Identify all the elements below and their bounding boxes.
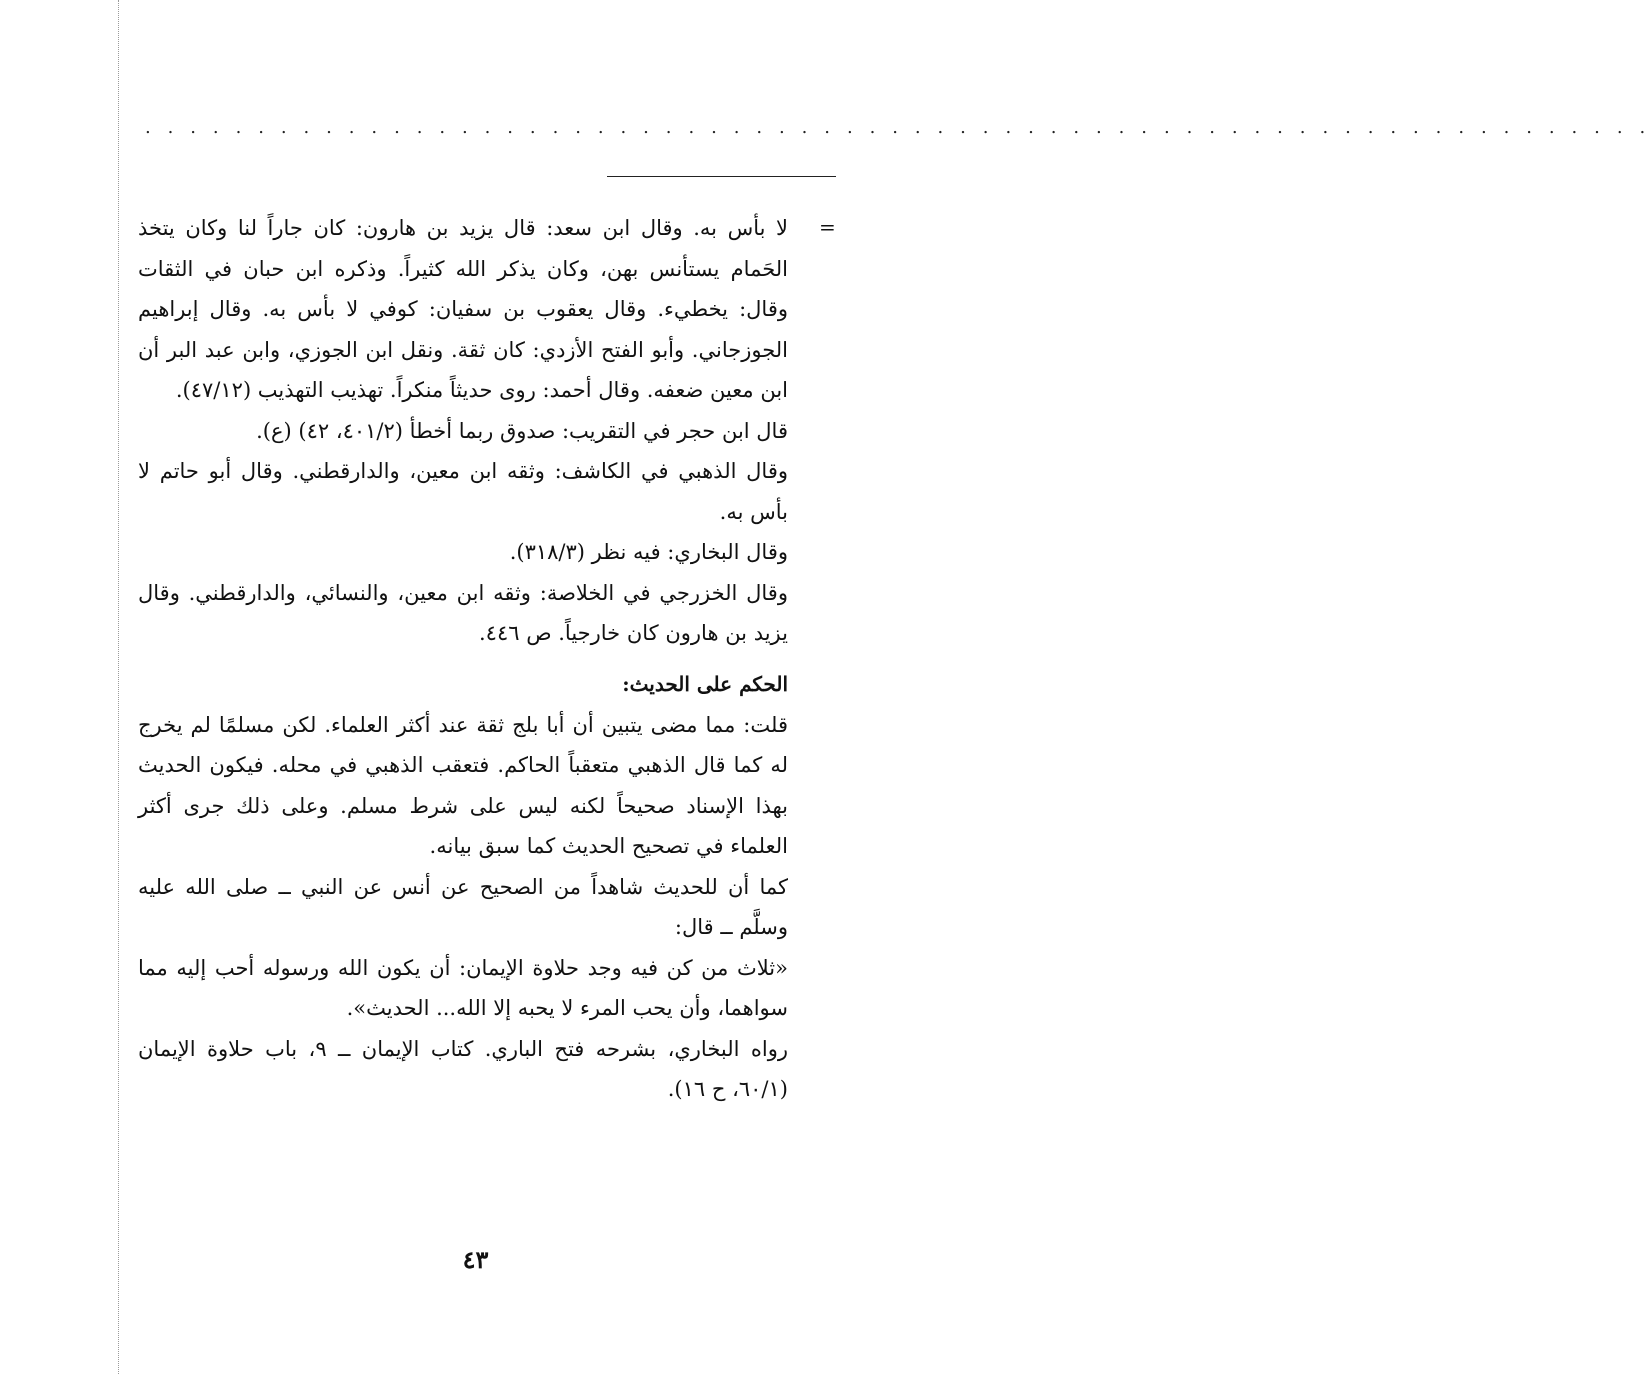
dot-leader: . . . . . . . . . . . . . . . . . . . . . . . . . . . . . . . . . . . . . . . . . . . . . . . . . . . . . . . . . . . . . . . . . . . <box>145 117 1651 138</box>
body-paragraph: كما أن للحديث شاهداً من الصحيح عن أنس عن النبي ــ صلى الله عليه وسلَّم ــ قال: <box>138 874 788 939</box>
body-paragraph: قلت: مما مضى يتبين أن أبا بلج ثقة عند أكثر العلماء. لكن مسلمًا لم يخرج له كما قال الذهبي متعقباً الحاكم. فتعقب الذهبي في محله. فيكون الحديث بهذا الإسناد صحيحاً لكنه ليس على شرط مسلم. وعلى ذلك جرى أكثر العلماء في تصحيح الحديث كما سبق بيانه. <box>138 712 788 858</box>
footnote-paragraph: وقال البخاري: فيه نظر (٣١٨/٣). <box>509 540 788 564</box>
footnote-separator <box>607 176 836 177</box>
footnote-block <box>138 208 788 654</box>
footnote-paragraph: وقال الذهبي في الكاشف: وثقه ابن معين، والدارقطني. وقال أبو حاتم لا بأس به. <box>138 459 788 524</box>
footnote-paragraph: وقال الخزرجي في الخلاصة: وثقه ابن معين، والنسائي، والدارقطني. وقال يزيد بن هارون كان خارجياً. ص ٤٤٦. <box>138 580 788 645</box>
ruling-section <box>138 664 788 1110</box>
page-edge-rule <box>118 0 119 1374</box>
page-number: ٤٣ <box>462 1245 489 1274</box>
hadith-quote: «ثلاث من كن فيه وجد حلاوة الإيمان: أن يكون الله ورسوله أحب إليه مما سواهما، وأن يحب المرء لا يحبه إلا الله... الحديث». <box>138 955 788 1020</box>
section-heading: الحكم على الحديث: <box>622 672 788 696</box>
footnote-paragraph: لا بأس به. وقال ابن سعد: قال يزيد بن هارون: كان جاراً لنا وكان يتخذ الحَمام يستأنس بهن، وكان يذكر الله كثيراً. وذكره ابن حبان في الثقات وقال: يخطيء. وقال يعقوب بن سفيان: كوفي لا بأس به. وقال إبراهيم الجوزجاني. وأبو الفتح الأزدي: كان ثقة. ونقل ابن الجوزي، وابن عبد البر أن ابن معين ضعفه. وقال أحمد: روى حديثاً منكراً. تهذيب التهذيب (٤٧/١٢). <box>138 216 788 402</box>
citation-paragraph: رواه البخاري، بشرحه فتح الباري. كتاب الإيمان ــ ٩، باب حلاوة الإيمان (٦٠/١، ح ١٦). <box>138 1036 788 1101</box>
footnote-paragraph: قال ابن حجر في التقريب: صدوق ربما أخطأ (٤٠١/٢، ٤٢) (ع). <box>256 418 788 443</box>
continuation-mark: = <box>819 215 836 239</box>
